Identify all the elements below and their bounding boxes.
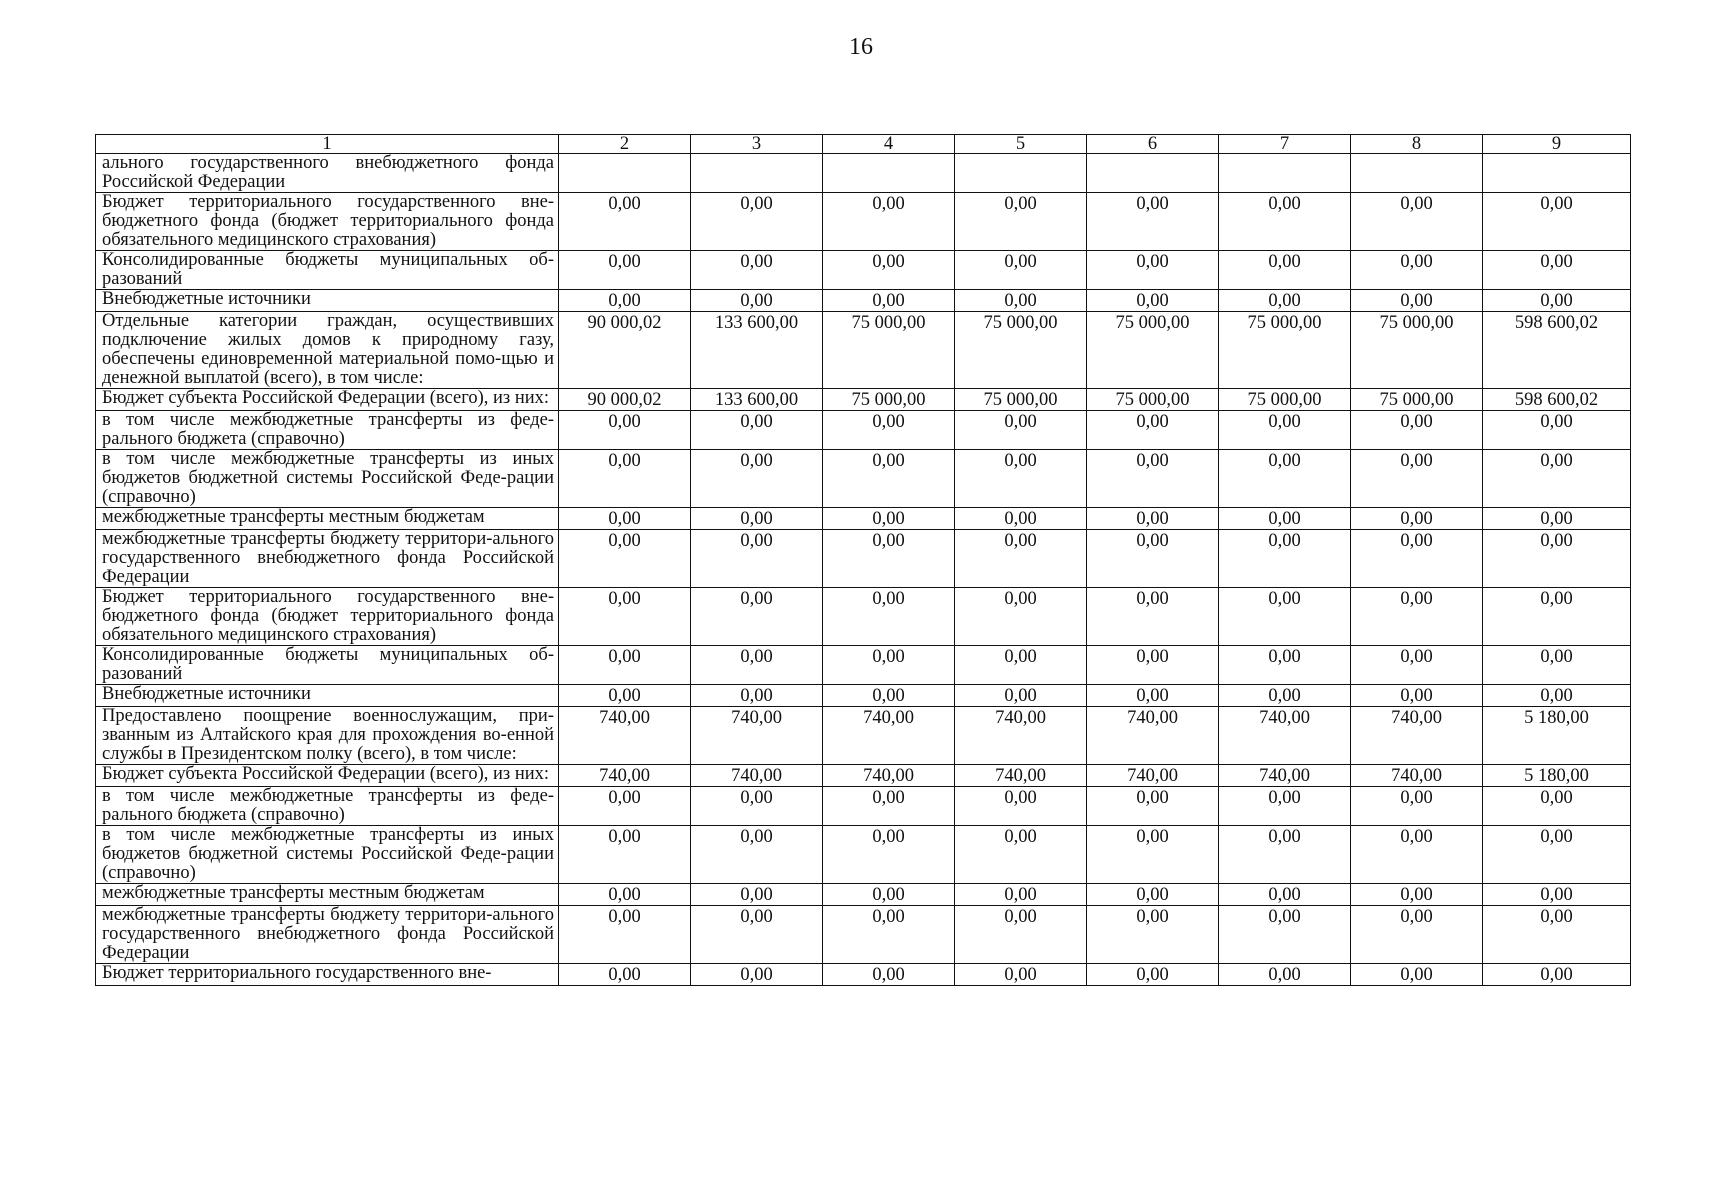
value-cell-col-4: 0,00 [823, 685, 955, 707]
row-label: межбюджетные трансферты бюджету территори-ального государственного внебюджетного фонда Российской Федерации [96, 906, 559, 964]
value-cell-col-8: 0,00 [1351, 193, 1483, 251]
value-cell-col-5: 0,00 [955, 290, 1087, 312]
value-cell-col-7: 0,00 [1219, 251, 1351, 290]
table-row [96, 530, 1631, 588]
value-cell-col-7: 0,00 [1219, 290, 1351, 312]
value-cell-col-5: 740,00 [955, 765, 1087, 787]
value-cell-col-2: 0,00 [559, 450, 691, 508]
header-cell: 6 [1087, 135, 1219, 154]
value-cell-col-8: 0,00 [1351, 884, 1483, 906]
row-label: межбюджетные трансферты бюджету территори-ального государственного внебюджетного фонда Российской Федерации [96, 530, 559, 588]
value-cell-col-3: 0,00 [691, 906, 823, 964]
row-label: Отдельные категории граждан, осуществивших подключение жилых домов к природному газу, обеспечены единовременной материальной помо-щью и денежной выплатой (всего), в том числе: [96, 312, 559, 389]
value-cell-col-2: 0,00 [559, 193, 691, 251]
value-cell-col-7: 0,00 [1219, 588, 1351, 646]
value-cell-col-2: 0,00 [559, 530, 691, 588]
value-cell-col-2: 740,00 [559, 765, 691, 787]
value-cell-col-8: 0,00 [1351, 646, 1483, 685]
value-cell-col-6: 0,00 [1087, 826, 1219, 884]
value-cell-col-9: 0,00 [1483, 251, 1631, 290]
table-row [96, 646, 1631, 685]
value-cell-col-5 [955, 154, 1087, 193]
table-row [96, 508, 1631, 530]
value-cell-col-8: 0,00 [1351, 906, 1483, 964]
table-row [96, 450, 1631, 508]
value-cell-col-7: 0,00 [1219, 450, 1351, 508]
table-row [96, 826, 1631, 884]
header-cell: 4 [823, 135, 955, 154]
value-cell-col-9 [1483, 154, 1631, 193]
value-cell-col-4: 0,00 [823, 826, 955, 884]
value-cell-col-3: 0,00 [691, 508, 823, 530]
row-label: Консолидированные бюджеты муниципальных об-разований [96, 646, 559, 685]
row-label: Бюджет территориального государственного вне-бюджетного фонда (бюджет территориального фонда обязательного медицинского страхования) [96, 588, 559, 646]
value-cell-col-9: 0,00 [1483, 685, 1631, 707]
row-label: в том числе межбюджетные трансферты из феде-рального бюджета (справочно) [96, 411, 559, 450]
value-cell-col-5: 0,00 [955, 251, 1087, 290]
value-cell-col-3: 0,00 [691, 450, 823, 508]
value-cell-col-2: 0,00 [559, 646, 691, 685]
value-cell-col-4: 75 000,00 [823, 389, 955, 411]
value-cell-col-8: 740,00 [1351, 765, 1483, 787]
value-cell-col-4: 0,00 [823, 251, 955, 290]
value-cell-col-4: 0,00 [823, 906, 955, 964]
value-cell-col-5: 0,00 [955, 530, 1087, 588]
value-cell-col-4: 740,00 [823, 765, 955, 787]
table-row [96, 290, 1631, 312]
value-cell-col-3: 0,00 [691, 787, 823, 826]
value-cell-col-4 [823, 154, 955, 193]
value-cell-col-5: 0,00 [955, 906, 1087, 964]
value-cell-col-3: 133 600,00 [691, 312, 823, 389]
budget-table [95, 134, 1631, 986]
table-row [96, 193, 1631, 251]
value-cell-col-2: 0,00 [559, 826, 691, 884]
value-cell-col-2: 0,00 [559, 787, 691, 826]
value-cell-col-6: 0,00 [1087, 290, 1219, 312]
table-row [96, 884, 1631, 906]
value-cell-col-2 [559, 154, 691, 193]
value-cell-col-2: 0,00 [559, 884, 691, 906]
value-cell-col-6: 0,00 [1087, 251, 1219, 290]
row-label: в том числе межбюджетные трансферты из феде-рального бюджета (справочно) [96, 787, 559, 826]
value-cell-col-5: 0,00 [955, 588, 1087, 646]
value-cell-col-9: 0,00 [1483, 588, 1631, 646]
value-cell-col-5: 0,00 [955, 646, 1087, 685]
value-cell-col-7: 0,00 [1219, 508, 1351, 530]
value-cell-col-4: 0,00 [823, 787, 955, 826]
value-cell-col-7: 75 000,00 [1219, 312, 1351, 389]
value-cell-col-2: 90 000,02 [559, 389, 691, 411]
value-cell-col-3: 0,00 [691, 685, 823, 707]
value-cell-col-3: 0,00 [691, 826, 823, 884]
value-cell-col-3: 0,00 [691, 290, 823, 312]
value-cell-col-7: 0,00 [1219, 530, 1351, 588]
value-cell-col-8: 0,00 [1351, 450, 1483, 508]
value-cell-col-3: 740,00 [691, 707, 823, 765]
value-cell-col-2: 0,00 [559, 588, 691, 646]
table-row [96, 588, 1631, 646]
row-label: Бюджет субъекта Российской Федерации (всего), из них: [96, 389, 559, 411]
value-cell-col-2: 0,00 [559, 411, 691, 450]
row-label: Консолидированные бюджеты муниципальных об-разований [96, 251, 559, 290]
value-cell-col-7: 0,00 [1219, 787, 1351, 826]
value-cell-col-9: 0,00 [1483, 826, 1631, 884]
header-cell: 8 [1351, 135, 1483, 154]
value-cell-col-5: 0,00 [955, 884, 1087, 906]
value-cell-col-7: 0,00 [1219, 685, 1351, 707]
value-cell-col-5: 75 000,00 [955, 389, 1087, 411]
value-cell-col-4: 0,00 [823, 588, 955, 646]
value-cell-col-3: 133 600,00 [691, 389, 823, 411]
value-cell-col-5: 0,00 [955, 450, 1087, 508]
value-cell-col-8: 0,00 [1351, 685, 1483, 707]
value-cell-col-5: 740,00 [955, 707, 1087, 765]
value-cell-col-5: 0,00 [955, 411, 1087, 450]
value-cell-col-4: 0,00 [823, 884, 955, 906]
value-cell-col-8: 0,00 [1351, 411, 1483, 450]
value-cell-col-2: 0,00 [559, 508, 691, 530]
table-row [96, 685, 1631, 707]
table-row [96, 251, 1631, 290]
row-label: Бюджет территориального государственного вне-бюджетного фонда (бюджет территориального фонда обязательного медицинского страхования) [96, 193, 559, 251]
page-number: 16 [849, 34, 873, 60]
table-row [96, 312, 1631, 389]
value-cell-col-6: 0,00 [1087, 411, 1219, 450]
value-cell-col-9: 0,00 [1483, 906, 1631, 964]
value-cell-col-8: 0,00 [1351, 251, 1483, 290]
value-cell-col-7: 0,00 [1219, 964, 1351, 986]
value-cell-col-6: 0,00 [1087, 787, 1219, 826]
value-cell-col-4: 0,00 [823, 530, 955, 588]
value-cell-col-9: 0,00 [1483, 450, 1631, 508]
value-cell-col-8 [1351, 154, 1483, 193]
value-cell-col-3: 0,00 [691, 530, 823, 588]
row-label: межбюджетные трансферты местным бюджетам [96, 884, 559, 906]
value-cell-col-9: 0,00 [1483, 787, 1631, 826]
value-cell-col-3: 0,00 [691, 646, 823, 685]
value-cell-col-2: 90 000,02 [559, 312, 691, 389]
table-row [96, 389, 1631, 411]
value-cell-col-6: 0,00 [1087, 646, 1219, 685]
row-label: межбюджетные трансферты местным бюджетам [96, 508, 559, 530]
value-cell-col-4: 0,00 [823, 450, 955, 508]
table-row [96, 154, 1631, 193]
value-cell-col-4: 0,00 [823, 508, 955, 530]
value-cell-col-8: 0,00 [1351, 787, 1483, 826]
value-cell-col-3: 740,00 [691, 765, 823, 787]
value-cell-col-2: 740,00 [559, 707, 691, 765]
value-cell-col-3: 0,00 [691, 884, 823, 906]
value-cell-col-9: 0,00 [1483, 530, 1631, 588]
value-cell-col-3: 0,00 [691, 588, 823, 646]
header-cell: 3 [691, 135, 823, 154]
value-cell-col-7: 75 000,00 [1219, 389, 1351, 411]
table-body [96, 135, 1631, 986]
value-cell-col-9: 0,00 [1483, 646, 1631, 685]
value-cell-col-3: 0,00 [691, 964, 823, 986]
value-cell-col-8: 0,00 [1351, 588, 1483, 646]
value-cell-col-6: 0,00 [1087, 450, 1219, 508]
row-label: ального государственного внебюджетного фонда Российской Федерации [96, 154, 559, 193]
value-cell-col-4: 0,00 [823, 646, 955, 685]
value-cell-col-3: 0,00 [691, 251, 823, 290]
value-cell-col-6: 740,00 [1087, 707, 1219, 765]
value-cell-col-6: 75 000,00 [1087, 389, 1219, 411]
header-cell: 1 [96, 135, 559, 154]
value-cell-col-6: 0,00 [1087, 508, 1219, 530]
value-cell-col-5: 0,00 [955, 193, 1087, 251]
value-cell-col-2: 0,00 [559, 251, 691, 290]
value-cell-col-8: 75 000,00 [1351, 389, 1483, 411]
header-cell: 7 [1219, 135, 1351, 154]
value-cell-col-7: 0,00 [1219, 884, 1351, 906]
value-cell-col-9: 0,00 [1483, 411, 1631, 450]
value-cell-col-9: 0,00 [1483, 964, 1631, 986]
header-cell: 2 [559, 135, 691, 154]
value-cell-col-6: 0,00 [1087, 964, 1219, 986]
value-cell-col-3 [691, 154, 823, 193]
value-cell-col-2: 0,00 [559, 685, 691, 707]
value-cell-col-8: 0,00 [1351, 290, 1483, 312]
value-cell-col-4: 0,00 [823, 964, 955, 986]
value-cell-col-6: 0,00 [1087, 530, 1219, 588]
table-row [96, 765, 1631, 787]
value-cell-col-8: 0,00 [1351, 508, 1483, 530]
value-cell-col-9: 0,00 [1483, 290, 1631, 312]
value-cell-col-6: 0,00 [1087, 193, 1219, 251]
value-cell-col-5: 0,00 [955, 508, 1087, 530]
row-label: Внебюджетные источники [96, 685, 559, 707]
value-cell-col-2: 0,00 [559, 964, 691, 986]
row-label: в том числе межбюджетные трансферты из иных бюджетов бюджетной системы Российской Феде-рации (справочно) [96, 450, 559, 508]
row-label: Предоставлено поощрение военнослужащим, при-званным из Алтайского края для прохождения во-енной службы в Президентском полку (всего), в том числе: [96, 707, 559, 765]
value-cell-col-4: 75 000,00 [823, 312, 955, 389]
value-cell-col-8: 0,00 [1351, 964, 1483, 986]
value-cell-col-6 [1087, 154, 1219, 193]
table-row [96, 411, 1631, 450]
value-cell-col-9: 5 180,00 [1483, 707, 1631, 765]
value-cell-col-4: 0,00 [823, 193, 955, 251]
value-cell-col-7: 740,00 [1219, 707, 1351, 765]
value-cell-col-9: 0,00 [1483, 193, 1631, 251]
value-cell-col-8: 75 000,00 [1351, 312, 1483, 389]
value-cell-col-7 [1219, 154, 1351, 193]
value-cell-col-5: 0,00 [955, 826, 1087, 884]
value-cell-col-6: 0,00 [1087, 906, 1219, 964]
value-cell-col-2: 0,00 [559, 906, 691, 964]
value-cell-col-4: 0,00 [823, 411, 955, 450]
header-row [96, 135, 1631, 154]
value-cell-col-4: 0,00 [823, 290, 955, 312]
value-cell-col-7: 0,00 [1219, 826, 1351, 884]
value-cell-col-5: 0,00 [955, 787, 1087, 826]
header-cell: 5 [955, 135, 1087, 154]
value-cell-col-5: 0,00 [955, 964, 1087, 986]
value-cell-col-4: 740,00 [823, 707, 955, 765]
header-cell: 9 [1483, 135, 1631, 154]
value-cell-col-8: 0,00 [1351, 530, 1483, 588]
value-cell-col-9: 598 600,02 [1483, 389, 1631, 411]
row-label: Бюджет субъекта Российской Федерации (всего), из них: [96, 765, 559, 787]
value-cell-col-3: 0,00 [691, 411, 823, 450]
value-cell-col-7: 0,00 [1219, 906, 1351, 964]
value-cell-col-7: 740,00 [1219, 765, 1351, 787]
row-label: Бюджет территориального государственного вне- [96, 964, 559, 986]
value-cell-col-6: 0,00 [1087, 685, 1219, 707]
value-cell-col-6: 0,00 [1087, 588, 1219, 646]
table-row [96, 964, 1631, 986]
value-cell-col-8: 740,00 [1351, 707, 1483, 765]
value-cell-col-9: 598 600,02 [1483, 312, 1631, 389]
value-cell-col-9: 5 180,00 [1483, 765, 1631, 787]
value-cell-col-2: 0,00 [559, 290, 691, 312]
value-cell-col-6: 740,00 [1087, 765, 1219, 787]
value-cell-col-6: 75 000,00 [1087, 312, 1219, 389]
value-cell-col-7: 0,00 [1219, 646, 1351, 685]
value-cell-col-8: 0,00 [1351, 826, 1483, 884]
table-row [96, 787, 1631, 826]
value-cell-col-7: 0,00 [1219, 193, 1351, 251]
row-label: в том числе межбюджетные трансферты из иных бюджетов бюджетной системы Российской Феде-рации (справочно) [96, 826, 559, 884]
table-row [96, 707, 1631, 765]
value-cell-col-9: 0,00 [1483, 508, 1631, 530]
value-cell-col-7: 0,00 [1219, 411, 1351, 450]
value-cell-col-3: 0,00 [691, 193, 823, 251]
value-cell-col-5: 75 000,00 [955, 312, 1087, 389]
table-row [96, 906, 1631, 964]
value-cell-col-9: 0,00 [1483, 884, 1631, 906]
value-cell-col-6: 0,00 [1087, 884, 1219, 906]
value-cell-col-5: 0,00 [955, 685, 1087, 707]
row-label: Внебюджетные источники [96, 290, 559, 312]
